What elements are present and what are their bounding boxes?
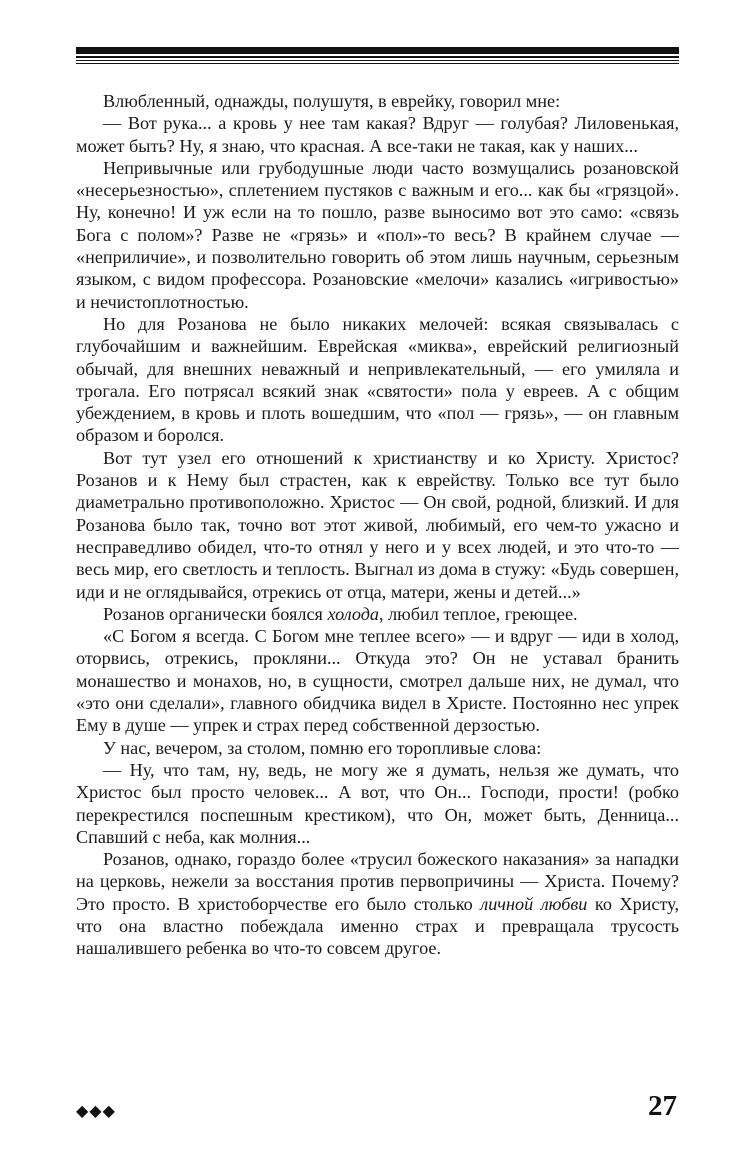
paragraph: Непривычные или грубодушные люди часто возмущались розановской «несерьезностью», сплетением пустяков с важным и его... как бы «грязцой». Ну, конечно! И уж если на то пошло, разве выносимо вот это само: «связь Бога с полом»? Разве не «грязь» и «пол»-то весь? В крайнем случае — «неприличие», и позволительно говорить об этом лишь научным, серьезным языком, с видом профессора. Розановские «мелочи» казались «игривостью» и нечистоплотностью.	[76, 157, 679, 312]
paragraph: Вот тут узел его отношений к христианству и ко Христу. Христос? Розанов и к Нему был страстен, как к еврейству. Только все тут было диаметрально противоположно. Христос — Он свой, родной, близкий. И для Розанова было так, точно вот этот живой, любимый, его чем-то ужасно и несправедливо обидел, что-то отнял у него и у всех людей, и это что-то — весь мир, его светлость и теплость. Выгнал из дома в стужу: «Будь совершен, иди и не оглядывайся, отрекись от отца, матери, жены и детей...»	[76, 447, 679, 602]
page-number: 27	[648, 1090, 677, 1122]
paragraph-text: Розанов органически боялся	[103, 603, 328, 624]
paragraph-text: , любил теплое, греющее.	[379, 603, 578, 624]
header-rule-hairline	[76, 60, 679, 61]
diamond-ornament-icon: ◆◆◆	[76, 1101, 116, 1120]
header-rule-thick	[76, 47, 679, 54]
paragraph: У нас, вечером, за столом, помню его торопливые слова:	[103, 737, 542, 758]
header-rule-hairline	[76, 63, 679, 64]
emphasis: личной любви	[480, 893, 588, 914]
paragraph: «С Богом я всегда. С Богом мне теплее всего» — и вдруг — иди в холод, оторвись, отрекись, прокляни... Откуда это? Он не уставал бранить монашество и монахов, но, в сущности, смотрел дальше них, не думал, что «это они сделали», главного обидчика видел в Христе. Постоянно нес упрек Ему в душе — упрек и страх перед собственной дерзостью.	[76, 626, 679, 736]
paragraph	[76, 848, 679, 959]
header-rule-thin	[76, 56, 679, 58]
paragraph: Но для Розанова не было никаких мелочей: всякая связывалась с глубочайшим и важнейшим. Еврейская «миква», еврейский религиозный обычай, для внешних неважный и непривлекательный, — его умиляла и трогала. Его потрясал всякий знак «святости» пола у евреев. А с общим убеждением, в кровь и плоть вошедшим, что «пол — грязь», — он главным образом и боролся.	[76, 313, 679, 446]
paragraph: — Ну, что там, ну, ведь, не могу же я думать, нельзя же думать, что Христос был просто человек... А вот, что Он... Господи, прости! (робко перекрестился поспешным крестиком), что Он, может быть, Денница... Спавший с неба, как молния...	[76, 759, 679, 847]
paragraph	[76, 603, 679, 625]
paragraph-text: ко Христу, что она властно побеждала именно страх и превращала трусость нашалившего ребенка во что-то совсем другое.	[76, 893, 679, 959]
paragraph: — Вот рука... а кровь у нее там какая? Вдруг — голубая? Лиловенькая, может быть? Ну, я знаю, что красная. А все-таки не такая, как у наших...	[76, 113, 679, 156]
paragraph-text: Розанов, однако, гораздо более «трусил божеского наказания» за нападки на церковь, нежели за восстания против первопричины — Христа. Почему? Это просто. В христоборчестве его было столько	[76, 849, 679, 914]
body-text	[76, 90, 679, 960]
emphasis: холода	[327, 603, 380, 624]
paragraph: Влюбленный, однажды, полушутя, в еврейку, говорил мне:	[103, 91, 561, 111]
